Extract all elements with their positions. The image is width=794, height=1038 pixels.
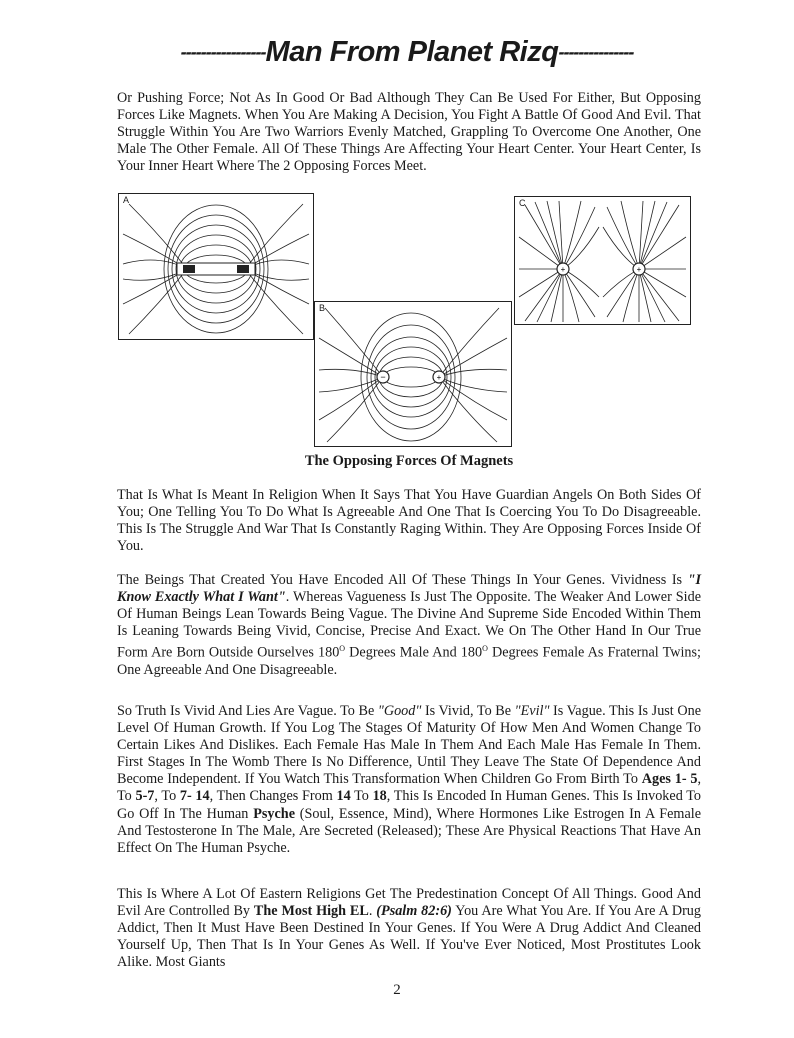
header-dashes-left: -----------------	[180, 42, 266, 62]
figure-a-label: A	[123, 195, 130, 205]
figure-b-label: B	[319, 303, 326, 313]
page-header	[112, 36, 702, 76]
page-number: 2	[393, 982, 401, 998]
para3-text-run: "I Know Exactly What I Want"	[117, 572, 701, 606]
para4-text-run: To	[350, 788, 373, 805]
header-dashes-right: ---------------	[558, 42, 634, 62]
magnet-figure-b	[314, 301, 512, 447]
svg-text:−: −	[380, 372, 386, 382]
paragraph-guardian-angels	[117, 487, 701, 555]
repelling-poles-field-diagram	[515, 197, 690, 324]
para3-text-run: The Beings That Created You Have Encoded All Of These Things In Your Genes. Vividness Is	[117, 572, 688, 588]
para4-text-run: , To	[154, 788, 180, 805]
para4-text-run: 7- 14	[179, 788, 210, 805]
para3-text-run: O	[482, 644, 488, 654]
para4-text-run: , To	[117, 771, 701, 805]
para3-text-run: Degrees Male And 180	[345, 645, 483, 662]
para4-text-run: , This Is Encoded In Human Genes. This Is Invoked To Go Off In The Human	[117, 788, 701, 822]
para4-text-run: Is Vague. This Is Just One Level Of Human Growth. If You Log The Stages Of Maturity Of How Men And Women Change To Certain Likes And Dislikes. Each Female Has Male In Them And Each Male Has Female In Them. First Stages In The Womb There Is No Difference, Until They Leave The State Of Dependence And Become Independent. If You Watch This Transformation When Children Go From Birth To	[117, 703, 701, 788]
dipole-field-diagram	[315, 302, 511, 446]
magnet-figure-a	[118, 193, 314, 340]
paragraph-vividness	[117, 572, 701, 679]
figure-c-label: C	[519, 198, 526, 208]
para5-text-run: You Are What You Are. If You Are A Drug Addict, Then It Must Have Been Destined In Your Genes. If You Were A Drug Addict And Cleaned Yourself Up, Then That Is In Your Genes As Well. If You've Ever Noticed, Most Prostitutes Look Alike. Most Giants	[117, 903, 701, 971]
paragraph-predestination	[117, 886, 701, 971]
magnet-figure-c	[514, 196, 691, 325]
para4-text-run: So Truth Is Vivid And Lies Are Vague. To Be	[117, 703, 378, 719]
para5-text-run: (Psalm 82:6)	[376, 903, 452, 920]
para3-text-run: Degrees Female As Fraternal Twins; One Agreeable And One Disagreeable.	[117, 645, 701, 679]
para5-text-run: .	[368, 903, 377, 920]
svg-text:+: +	[436, 373, 442, 382]
figure-caption: The Opposing Forces Of Magnets	[304, 453, 514, 469]
para4-text-run: 18	[372, 788, 387, 805]
para3-text-run: O	[339, 644, 346, 654]
para1-text-run: Or Pushing Force; Not As In Good Or Bad Although They Can Be Used For Either, But Opposing Forces Like Magnets. When You Are Making A Decision, You Fight A Battle Of Good And Evil. That Struggle Within You Are Two Warriors Evenly Matched, Grappling To Overcome One Another, One Male The Other Female. All Of These Things Are Affecting Your Heart Center. Your Heart Center, Is Your Inner Heart Where The 2 Opposing Forces Meet.	[117, 90, 701, 175]
para4-text-run: 5-7	[135, 788, 155, 805]
para4-text-run: (Soul, Essence, Mind), Where Hormones Like Estrogen In A Female And Testosterone In The Male, Are Secreted (Released); These Are Physical Reactions That Have An Effect On The Human Psyche.	[117, 805, 701, 856]
para4-text-run: "Evil"	[514, 703, 550, 719]
para5-text-run: This Is Where A Lot Of Eastern Religions Get The Predestination Concept Of All Things. Good And Evil Are Controlled By	[117, 886, 701, 920]
bar-magnet-field-diagram	[119, 194, 313, 339]
para3-text-run: . Whereas Vagueness Is Just The Opposite. The Weaker And Lower Side Of Human Beings Lean Towards Being Vague. The Divine And Supreme Side Encoded Within Them Is Leaning Towards Being Vivid, Concise, Precise And Exact. We On The Other Hand In Our True Form Are Born Outside Ourselves 180	[117, 589, 701, 662]
para2-text-run: That Is What Is Meant In Religion When It Says That You Have Guardian Angels On Both Sides Of You; One Telling You To Do What Is Agreeable And One That Is Coercing You To Do Disagreeable. This Is The Struggle And War That Is Constantly Raging Within. They Are Opposing Forces Inside Of You.	[117, 487, 701, 555]
svg-text:+: +	[560, 265, 566, 274]
svg-text:+: +	[636, 265, 642, 274]
para4-text-run: Is Vivid, To Be	[421, 703, 515, 719]
para4-text-run: 14	[336, 788, 351, 805]
para5-text-run: The Most High EL	[253, 903, 369, 920]
paragraph-truth-and-growth	[117, 703, 701, 857]
page-title: Man From Planet Rizq	[265, 36, 559, 68]
para4-text-run: "Good"	[377, 703, 422, 719]
para4-text-run: , Then Changes From	[209, 788, 337, 805]
paragraph-opposing-forces	[117, 90, 701, 175]
para4-text-run: Ages 1- 5	[641, 771, 698, 788]
para4-text-run: Psyche	[253, 805, 295, 822]
